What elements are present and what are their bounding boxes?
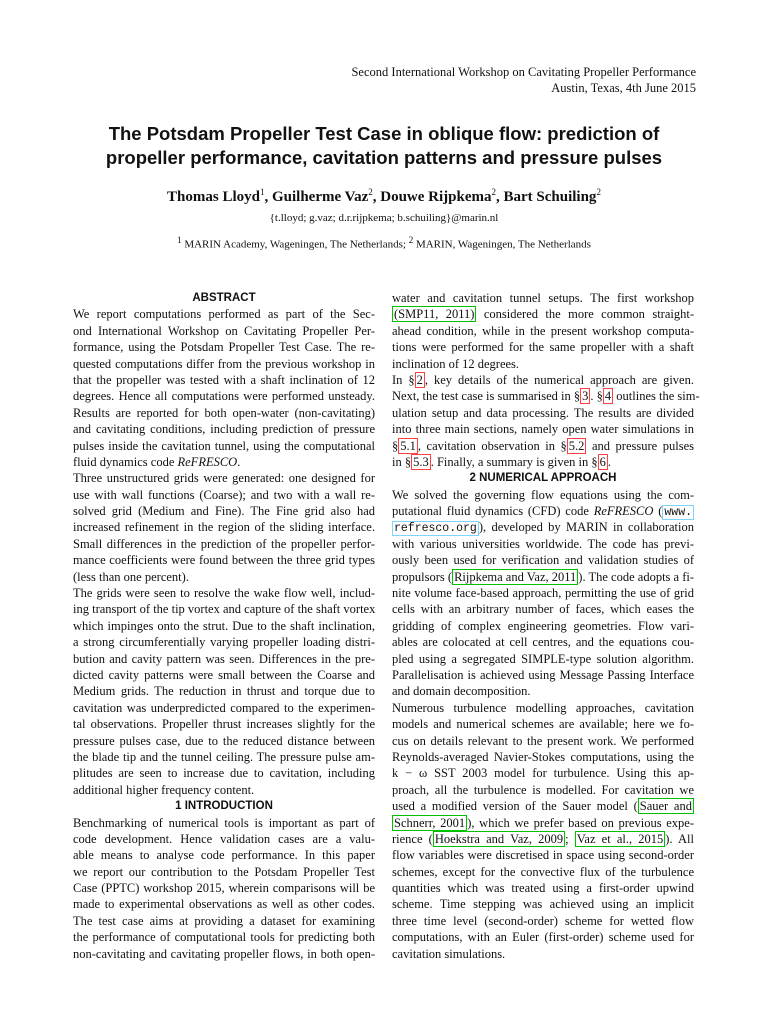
- affil-text: MARIN Academy, Wageningen, The Netherlands;: [184, 238, 406, 251]
- url-link[interactable]: www.: [664, 506, 692, 520]
- text-line: The test case aims at providing a dataset for examining: [73, 913, 375, 928]
- text-line: inclination of 12 degrees.: [392, 356, 520, 371]
- text-span: in §: [392, 454, 412, 469]
- text-line: which impinges onto the strut. Due to the shaft inclination,: [73, 618, 375, 633]
- text-line: a strong circumferentially varying propeller loading distri-: [73, 635, 375, 650]
- section-ref-link[interactable]: 5.3: [413, 454, 429, 469]
- text-line: pressure pulses case, due to the reduced distance between: [73, 733, 375, 748]
- text-span: . Finally, a summary is given in §: [430, 454, 598, 469]
- conference-header: [351, 64, 696, 96]
- affil-mark: 2: [408, 235, 414, 245]
- text-line: additional higher frequency content.: [73, 782, 255, 797]
- text-line: degrees. Hence all computations were performed unsteady.: [73, 389, 375, 404]
- text-line: quantities which was treated using a first-order upwind: [392, 881, 694, 896]
- text-line: and domain decomposition.: [392, 684, 531, 699]
- numerical-approach-body: [392, 487, 694, 962]
- text-line: gridding of complex engineering geometries. Flow vari-: [392, 618, 694, 633]
- text-line: [392, 503, 694, 519]
- section-ref-link[interactable]: 5.2: [568, 438, 585, 453]
- text-line: ously been used for verification and validation studies of: [392, 553, 694, 568]
- text-span: (: [653, 504, 663, 519]
- text-line: Results are reported for both open-water (non-cavitating): [73, 405, 375, 420]
- text-line: We report computations performed as part of the Sec-: [73, 307, 375, 322]
- text-line: Numerous turbulence modelling approaches, cavitation: [392, 700, 694, 715]
- text-line: ond International Workshop on Cavitating Propeller Per-: [73, 323, 375, 338]
- text-line: we report our contribution to the Potsdam Propeller Test: [73, 864, 375, 879]
- right-column: [392, 290, 700, 962]
- author-affil-mark: 2: [491, 187, 496, 197]
- text-span: putational fluid dynamics (CFD) code: [392, 504, 594, 519]
- text-span: ). All: [665, 831, 695, 846]
- text-line: flow variables were discretised in space using second-order: [392, 848, 694, 863]
- text-span: rience (: [392, 831, 433, 846]
- text-line: mance coefficients were found between the three grid types: [73, 553, 375, 568]
- text-line: [392, 815, 694, 831]
- text-line: into three main sections, namely open water simulations in: [392, 422, 694, 437]
- affiliations: [0, 235, 768, 251]
- citation-link[interactable]: Hoekstra and Vaz, 2009: [434, 831, 564, 846]
- text-line: able means to analyse code performance. In this paper: [73, 848, 375, 863]
- text-line: nite volume face-based approach, permitting the use of grid: [392, 586, 694, 601]
- text-line: [392, 438, 694, 454]
- introduction-continued: [392, 290, 700, 470]
- title-line-2: propeller performance, cavitation patterns and pressure pulses: [105, 147, 663, 168]
- text-span: propulsors (: [392, 569, 453, 584]
- author-name: Guilherme Vaz: [272, 189, 369, 205]
- text-line: ahead condition, while in the present workshop computa-: [392, 323, 694, 338]
- text-line: increased refinement in the region of the sliding interface.: [73, 520, 375, 535]
- text-line: bution and cavity pattern was seen. Differences in the pre-: [73, 651, 375, 666]
- citation-link[interactable]: (SMP11, 2011): [394, 307, 475, 322]
- text-line: quested computations differ from the previous workshop in: [73, 356, 375, 371]
- conference-location-date: Austin, Texas, 4th June 2015: [551, 81, 696, 95]
- text-line: that the propeller was tested with a shaft inclination of 12: [73, 372, 375, 387]
- text-line: schemes, except for the convective flux of the turbulence: [392, 864, 694, 879]
- text-line: Parallelisation is achieved using Message Passing Interface: [392, 667, 694, 682]
- text-line: made to experimental observations as well as other codes.: [73, 897, 375, 912]
- text-span: considered the more common straight-: [476, 307, 694, 322]
- text-line: ables are colocated at cell centres, and the equations cou-: [392, 635, 694, 650]
- text-line: pled using a segregated SIMPLE-type solution algorithm.: [392, 651, 694, 666]
- text-line: and cavitating conditions, including prediction of pressure: [73, 422, 375, 437]
- introduction-body: [73, 815, 375, 963]
- text-span: ), which we prefer based on previous expe-: [467, 815, 694, 830]
- text-line: scheme. Time stepping was achieved using an implicit: [392, 897, 694, 912]
- text-line: cavitation was underpredicted compared to the experimen-: [73, 700, 375, 715]
- text-span: and pressure pulses: [586, 438, 695, 453]
- text-line: cus on details relevant to the present work. We performed: [392, 733, 694, 748]
- text-line: [392, 454, 694, 470]
- code-name: ReFRESCO: [177, 454, 238, 469]
- introduction-heading: 1 INTRODUCTION: [175, 800, 273, 813]
- author-affil-mark: 1: [260, 187, 265, 197]
- text-line: proach, all the turbulence is modelled. For cavitation we: [392, 782, 694, 797]
- text-line: Medium grids. The reduction in thrust and torque due to: [73, 684, 375, 699]
- text-span: ). The code adopts a fi-: [578, 569, 695, 584]
- text-line: cavitation simulations.: [392, 946, 506, 961]
- text-line: the blade tip and the tunnel ceiling. The pressure pulse am-: [73, 749, 375, 764]
- code-name: ReFRESCO: [593, 504, 654, 519]
- text-line: [392, 798, 694, 814]
- text-line: solved grid (Medium and Fine). The Fine grid also had: [73, 504, 375, 519]
- text-span: used a modified version of the Sauer model (: [392, 799, 638, 814]
- author-name: Thomas Lloyd: [167, 189, 260, 205]
- text-line: (less than one percent).: [73, 569, 189, 584]
- abstract-heading: ABSTRACT: [192, 292, 256, 304]
- section-ref-link[interactable]: 4: [604, 389, 612, 404]
- author-affil-mark: 2: [596, 187, 601, 197]
- author-list: Thomas Lloyd$^1$, Guilherme Vaz$^2$, Douwe Rijpkema$^2$, Bart Schuiling$^2$: [167, 187, 601, 205]
- section-ref-link[interactable]: 2: [416, 372, 423, 387]
- text-span: , cavitation observation in §: [417, 438, 567, 453]
- text-line: Benchmarking of numerical tools is important as part of: [73, 815, 375, 830]
- text-line: ing transport of the tip vortex and capture of the shaft vortex: [73, 602, 376, 617]
- text-line: formance, using the Potsdam Propeller Test Case. The re-: [73, 340, 375, 355]
- section-ref-link[interactable]: 6: [599, 454, 606, 469]
- text-line: [392, 569, 694, 585]
- text-line: with various universities worldwide. The code has previ-: [392, 536, 694, 551]
- paper-title: [60, 122, 708, 170]
- text-line: [392, 831, 694, 847]
- citation-link[interactable]: Schnerr, 2001: [394, 815, 466, 830]
- text-line: models and numerical schemes are available; here we fo-: [392, 717, 694, 732]
- section-ref-link[interactable]: 5.1: [400, 438, 416, 453]
- text-line: [392, 306, 694, 322]
- text-line: k − ω SST 2003 model for turbulence. Using this ap-: [392, 766, 694, 781]
- text-line: use with wall functions (Coarse); and two with a wall re-: [73, 487, 375, 502]
- text-span: .: [607, 454, 611, 469]
- text-line: pulses inside the cavitation tunnel, using the computational: [73, 438, 375, 453]
- citation-link[interactable]: Rijpkema and Vaz, 2011: [454, 569, 577, 584]
- citation-link[interactable]: Sauer and: [639, 799, 692, 814]
- abstract-body: [73, 306, 375, 798]
- left-column: [73, 290, 375, 962]
- text-span: ;: [565, 831, 575, 846]
- text-line: fluid dynamics code ReFRESCO.: [73, 454, 241, 469]
- numerical-approach-heading: 2 NUMERICAL APPROACH: [469, 472, 617, 485]
- text-span: , key details of the numerical approach are given.: [424, 372, 694, 387]
- affil-text: MARIN, Wageningen, The Netherlands: [415, 238, 591, 251]
- text-span: ), developed by MARIN in collaboration: [478, 520, 694, 535]
- affil-mark: 1: [177, 235, 182, 245]
- text-line: code development. Hence validation cases are a valu-: [73, 831, 375, 846]
- author-affil-mark: 2: [368, 187, 373, 197]
- text-line: ulation setup and data processing. The results are divided: [392, 405, 694, 420]
- text-line: dicted cavity patterns were small between the Coarse and: [73, 667, 375, 682]
- citation-link[interactable]: Vaz et al., 2015: [576, 831, 664, 846]
- url-link[interactable]: refresco.org: [394, 522, 477, 536]
- text-line: [392, 519, 694, 535]
- text-line: the performance of computational tools for predicting both: [73, 930, 375, 945]
- text-span: . §: [590, 389, 603, 404]
- text-line: Small differences in the prediction of the propeller perfor-: [73, 536, 375, 551]
- text-line: computations, with an Euler (first-order) scheme used for: [392, 930, 694, 945]
- text-span: In §: [392, 372, 415, 387]
- author-name: Douwe Rijpkema: [380, 189, 492, 205]
- title-line-1: The Potsdam Propeller Test Case in oblique flow: prediction of: [108, 123, 660, 144]
- text-span: Next, the test case is summarised in §: [392, 389, 581, 404]
- text-line: Three unstructured grids were generated: one designed for: [73, 471, 375, 486]
- text-line: cells with an arbitrary number of faces, which eases the: [392, 602, 694, 617]
- conference-name: Second International Workshop on Cavitating Propeller Performance: [351, 65, 696, 79]
- text-line: non-cavitating and cavitating propeller flows, in both open-: [73, 946, 375, 961]
- text-line: We solved the governing flow equations using the com-: [392, 487, 694, 502]
- text-line: Reynolds-averaged Navier-Stokes computations, using the: [392, 749, 694, 764]
- text-line: [392, 372, 694, 388]
- section-ref-link[interactable]: 3: [582, 389, 589, 404]
- author-emails: {t.lloyd; g.vaz; d.r.rijpkema; b.schuiling}@marin.nl: [269, 212, 499, 224]
- text-line: [392, 388, 700, 404]
- text-line: tions were performed for the same propeller with a shaft: [392, 340, 694, 355]
- author-name: Bart Schuiling: [503, 189, 597, 205]
- text-line: plitudes are seen to increase due to cavitation, including: [73, 766, 375, 781]
- text-span: outlines the sim-: [613, 389, 700, 404]
- text-line: tal observations. Propeller thrust increases slightly for the: [73, 717, 375, 732]
- text-span: §: [392, 438, 399, 453]
- text-line: water and cavitation tunnel setups. The first workshop: [392, 291, 694, 305]
- text-line: Case (PPTC) workshop 2015, wherein comparisons will be: [73, 881, 375, 896]
- text-line: three time level (second-order) scheme for wetted flow: [392, 913, 694, 928]
- text-line: The grids were seen to resolve the wake flow well, includ-: [73, 586, 375, 601]
